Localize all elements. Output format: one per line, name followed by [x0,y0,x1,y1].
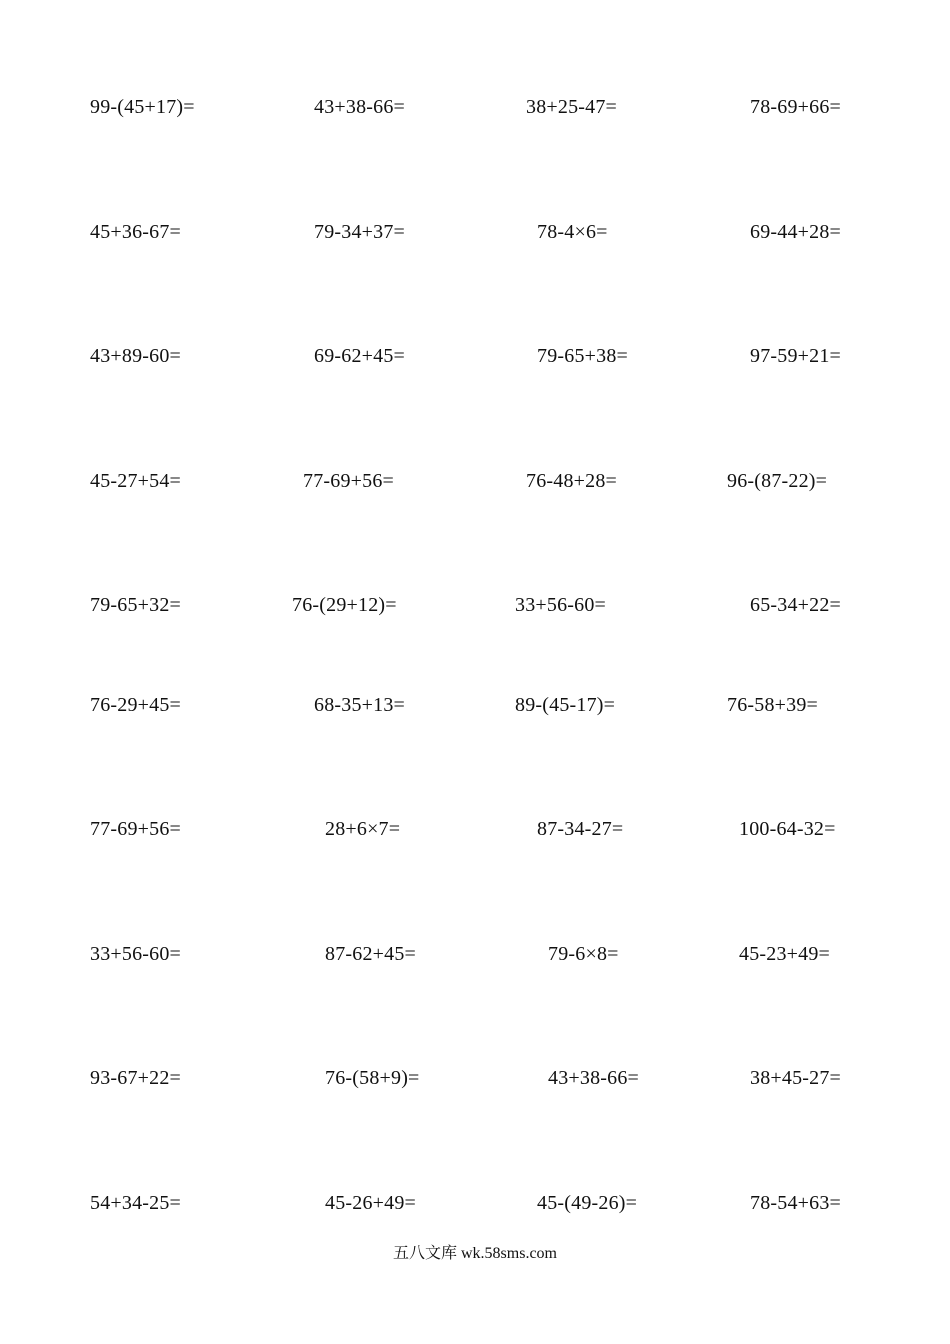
problem-r2-c4: 69-44+28= [750,221,842,243]
problem-r9-c4: 38+45-27= [750,1067,842,1089]
problem-r10-c3: 45-(49-26)= [537,1192,638,1214]
problem-r3-c1: 43+89-60= [90,345,182,367]
problem-r1-c2: 43+38-66= [314,96,406,118]
problem-r1-c3: 38+25-47= [526,96,618,118]
problem-r2-c3: 78-4×6= [537,221,608,243]
problem-r8-c3: 79-6×8= [548,943,619,965]
problem-r4-c3: 76-48+28= [526,470,618,492]
problem-r6-c3: 89-(45-17)= [515,694,616,716]
footer-watermark: 五八文库 wk.58sms.com [392,1245,557,1262]
problem-r4-c1: 45-27+54= [90,470,182,492]
problem-r5-c1: 79-65+32= [90,594,182,616]
problem-r5-c4: 65-34+22= [750,594,842,616]
problem-r6-c1: 76-29+45= [90,694,182,716]
problem-r1-c4: 78-69+66= [750,96,842,118]
problem-r9-c1: 93-67+22= [90,1067,182,1089]
problem-r8-c2: 87-62+45= [325,943,417,965]
problem-r5-c3: 33+56-60= [515,594,607,616]
problem-r10-c4: 78-54+63= [750,1192,842,1214]
problem-r10-c2: 45-26+49= [325,1192,417,1214]
problem-r3-c3: 79-65+38= [537,345,629,367]
problem-r9-c3: 43+38-66= [548,1067,640,1089]
problem-r6-c4: 76-58+39= [727,694,819,716]
problem-r3-c4: 97-59+21= [750,345,842,367]
problem-r7-c4: 100-64-32= [739,818,836,840]
problem-r5-c2: 76-(29+12)= [292,594,397,616]
problem-r8-c1: 33+56-60= [90,943,182,965]
problem-r7-c3: 87-34-27= [537,818,624,840]
problem-r2-c1: 45+36-67= [90,221,182,243]
problem-r10-c1: 54+34-25= [90,1192,182,1214]
problem-r7-c1: 77-69+56= [90,818,182,840]
problem-r6-c2: 68-35+13= [314,694,406,716]
problem-r8-c4: 45-23+49= [739,943,831,965]
problem-r7-c2: 28+6×7= [325,818,401,840]
problem-r1-c1: 99-(45+17)= [90,96,195,118]
problem-r3-c2: 69-62+45= [314,345,406,367]
problem-r9-c2: 76-(58+9)= [325,1067,420,1089]
problem-r4-c4: 96-(87-22)= [727,470,828,492]
problem-r4-c2: 77-69+56= [303,470,395,492]
problem-r2-c2: 79-34+37= [314,221,406,243]
